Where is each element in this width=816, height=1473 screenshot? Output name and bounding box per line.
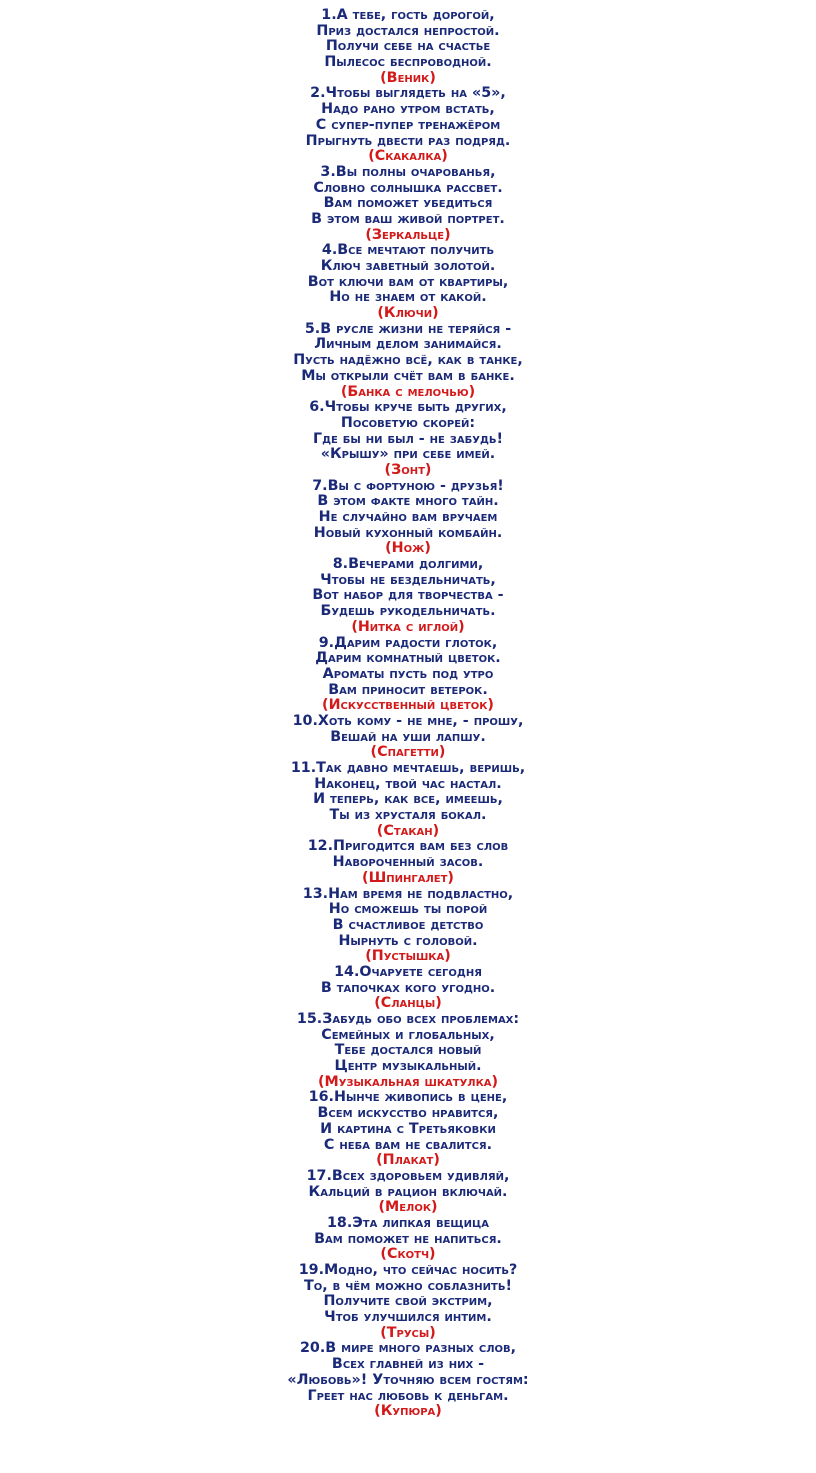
poem-item xyxy=(0,1012,816,1090)
verse-line: Ключ заветный золотой. xyxy=(320,258,496,274)
verse-line: 18.Эта липкая вещица xyxy=(326,1214,490,1231)
poem-item xyxy=(0,243,816,321)
verse-line: Кальций в рацион включай. xyxy=(308,1183,508,1200)
verse-line: С супер-пупер тренажёром xyxy=(315,116,501,133)
verse-line: В счастливое детство xyxy=(332,916,484,933)
verse-line: Навороченный засов. xyxy=(332,854,484,871)
verse-line: Приз достался непростой. xyxy=(316,22,500,39)
poem-item xyxy=(0,400,816,478)
answer-label: (Нож) xyxy=(385,540,431,557)
verse-line: Чтоб улучшился интим. xyxy=(324,1309,492,1326)
verse-line: Вам приносит ветерок. xyxy=(328,681,488,698)
poem-item xyxy=(0,165,816,243)
verse-line: 9.Дарим радости глоток, xyxy=(318,634,498,651)
poem-item xyxy=(0,86,816,164)
verse-line: Пусть надёжно всё, как в танке, xyxy=(293,352,523,369)
verse-line: 20.В мире много разных слов, xyxy=(299,1340,517,1357)
verse-line: Получи себе на счастье xyxy=(325,38,491,55)
verse-line: 2.Чтобы выглядеть на «5», xyxy=(310,85,506,102)
verse-line: Прыгнуть двести раз подряд. xyxy=(305,132,511,149)
answer-label: (Трусы) xyxy=(380,1324,436,1341)
verse-line: Получите свой экстрим, xyxy=(323,1293,493,1310)
answer-label: (Нитка с иглой) xyxy=(351,618,465,635)
verse-line: 6.Чтобы круче быть других, xyxy=(309,399,507,416)
verse-line: 14.Очаруете сегодня xyxy=(334,963,482,980)
verse-line: Ты из хрусталя бокал. xyxy=(329,807,487,824)
verse-line: 12.Пригодится вам без слов xyxy=(307,838,509,855)
poem-item xyxy=(0,322,816,400)
poem-item xyxy=(0,839,816,886)
verse-line: 13.Нам время не подвластно, xyxy=(302,885,514,902)
answer-label: (Скотч) xyxy=(380,1246,436,1263)
verse-line: 19.Модно, что сейчас носить? xyxy=(298,1262,518,1278)
answer-label: (Искусственный цветок) xyxy=(322,697,494,714)
verse-line: Вам поможет не напиться. xyxy=(314,1230,502,1247)
verse-line: Будешь рукодельничать. xyxy=(320,603,496,620)
answer-label: (Стакан) xyxy=(376,822,440,839)
verse-line: Новый кухонный комбайн. xyxy=(313,524,503,541)
verse-line: То, в чём можно соблазнить! xyxy=(304,1277,512,1294)
verse-line: Всем искусство нравится, xyxy=(317,1105,499,1122)
poem-item xyxy=(0,479,816,557)
poem-list xyxy=(0,8,816,1420)
poem-item xyxy=(0,1341,816,1419)
verse-line: Словно солнышка рассвет. xyxy=(313,179,503,196)
verse-line: 3.Вы полны очарованья, xyxy=(320,163,496,180)
verse-line: «Крышу» при себе имей. xyxy=(320,446,496,463)
answer-label: (Спагетти) xyxy=(370,744,446,761)
verse-line: Ароматы пусть под утро xyxy=(322,665,494,682)
answer-label: (Веник) xyxy=(380,69,436,86)
poem-item xyxy=(0,636,816,714)
verse-line: Но не знаем от какой. xyxy=(329,289,487,306)
answer-label: (Зонт) xyxy=(384,461,432,478)
verse-line: Центр музыкальный. xyxy=(334,1058,482,1075)
verse-line: Вешай на уши лапшу. xyxy=(330,728,486,745)
verse-line: Посоветую скорей: xyxy=(340,414,476,431)
verse-line: Всех главней из них - xyxy=(331,1356,485,1373)
verse-line: Греет нас любовь к деньгам. xyxy=(307,1387,509,1404)
verse-line: Вот набор для творчества - xyxy=(312,587,504,604)
verse-line: Наконец, твой час настал. xyxy=(314,775,502,792)
verse-line: В этом ваш живой портрет. xyxy=(311,210,505,227)
answer-label: (Музыкальная шкатулка) xyxy=(317,1073,499,1090)
verse-line: В этом факте много тайн. xyxy=(317,493,499,510)
verse-line: Пылесос беспроводной. xyxy=(324,54,492,71)
verse-line: 7.Вы с фортуною - друзья! xyxy=(312,477,504,494)
verse-line: Надо рано утром встать, xyxy=(321,101,495,118)
verse-line: В тапочках кого угодно. xyxy=(320,979,496,996)
verse-line: «Любовь»! Уточняю всем гостям: xyxy=(287,1371,529,1388)
verse-line: Личным делом занимайся. xyxy=(314,336,502,353)
poem-item xyxy=(0,761,816,839)
verse-line: Дарим комнатный цветок. xyxy=(315,650,501,667)
poem-item xyxy=(0,887,816,965)
verse-line: 10.Хоть кому - не мне, - прошу, xyxy=(292,712,524,729)
verse-line: 15.Забудь обо всех проблемах: xyxy=(296,1011,520,1027)
answer-label: (Сланцы) xyxy=(374,995,442,1012)
verse-line: 11.Так давно мечтаешь, веришь, xyxy=(290,760,526,776)
answer-label: (Скакалка) xyxy=(368,148,448,165)
verse-line: Семейных и глобальных, xyxy=(321,1026,495,1043)
answer-label: (Плакат) xyxy=(376,1152,440,1169)
verse-line: 17.Всех здоровьем удивляй, xyxy=(306,1167,510,1184)
poem-item xyxy=(0,1216,816,1263)
answer-label: (Мелок) xyxy=(378,1199,438,1216)
verse-line: И картина с Третьяковки xyxy=(320,1120,496,1137)
poem-item xyxy=(0,965,816,1012)
verse-line: Не случайно вам вручаем xyxy=(318,509,498,525)
verse-line: Чтобы не бездельничать, xyxy=(320,571,496,588)
answer-label: (Шпингалет) xyxy=(362,869,454,886)
verse-line: 5.В русле жизни не теряйся - xyxy=(304,320,512,337)
poem-item xyxy=(0,1263,816,1341)
verse-line: 4.Все мечтают получить xyxy=(321,242,495,259)
answer-label: (Пустышка) xyxy=(365,948,451,965)
poem-item xyxy=(0,8,816,86)
answer-label: (Банка с мелочью) xyxy=(340,383,476,400)
answer-label: (Зеркальце) xyxy=(365,226,451,243)
verse-line: Мы открыли счёт вам в банке. xyxy=(301,367,515,384)
verse-line: 16.Нынче живопись в цене, xyxy=(308,1089,508,1106)
answer-label: (Ключи) xyxy=(377,305,439,322)
verse-line: И теперь, как все, имеешь, xyxy=(313,791,503,808)
verse-line: Но сможешь ты порой xyxy=(328,901,488,918)
answer-label: (Купюра) xyxy=(374,1403,442,1420)
verse-line: Тебе достался новый xyxy=(334,1042,482,1059)
poem-item xyxy=(0,1169,816,1216)
verse-line: Вам поможет убедиться xyxy=(323,195,493,212)
verse-line: Вот ключи вам от квартиры, xyxy=(307,273,509,290)
verse-line: С неба вам не свалится. xyxy=(323,1136,493,1153)
poem-item xyxy=(0,557,816,635)
verse-line: 8.Вечерами долгими, xyxy=(332,556,484,573)
verse-line: Где бы ни был - не забудь! xyxy=(312,430,504,447)
verse-line: Нырнуть с головой. xyxy=(338,932,478,949)
poem-item xyxy=(0,1090,816,1168)
poem-item xyxy=(0,714,816,761)
verse-line: 1.А тебе, гость дорогой, xyxy=(321,7,495,23)
